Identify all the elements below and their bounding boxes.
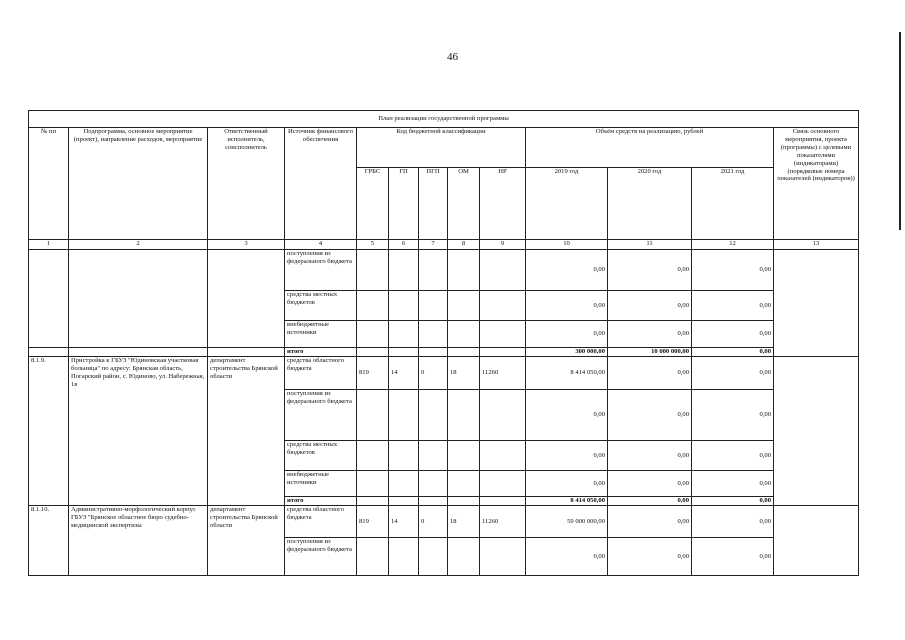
cell-program bbox=[69, 250, 208, 348]
cell-executor: департамент строительства Брянской области bbox=[208, 506, 285, 576]
header-nr: НР bbox=[480, 168, 526, 240]
table-row-total bbox=[29, 348, 859, 357]
header-source: Источник финансового обеспечения bbox=[285, 128, 357, 240]
cell-2019: 0,00 bbox=[526, 321, 608, 348]
header-program: Подпрограмма, основное мероприятие (проект), направление расходов, мероприятие bbox=[69, 128, 208, 240]
cell-2021: 0,00 bbox=[692, 471, 774, 497]
cell-2020: 0,00 bbox=[608, 471, 692, 497]
cell-2021: 0,00 bbox=[692, 357, 774, 390]
cell-2019: 59 000 000,00 bbox=[526, 506, 608, 538]
cell-gp: 14 bbox=[389, 357, 419, 390]
column-number: 9 bbox=[480, 240, 526, 250]
cell-2020: 0,00 bbox=[608, 538, 692, 576]
cell-2019: 300 000,00 bbox=[526, 348, 608, 357]
cell-link bbox=[774, 506, 859, 576]
cell-source: поступления из федерального бюджета bbox=[285, 250, 357, 291]
cell-2020: 0,00 bbox=[608, 250, 692, 291]
column-number: 8 bbox=[448, 240, 480, 250]
column-number: 2 bbox=[69, 240, 208, 250]
column-number: 6 bbox=[389, 240, 419, 250]
header-om: ОМ bbox=[448, 168, 480, 240]
cell-2021: 0,00 bbox=[692, 390, 774, 441]
cell-2020: 0,00 bbox=[608, 357, 692, 390]
cell-2021: 0,00 bbox=[692, 250, 774, 291]
cell-source: итого bbox=[285, 348, 357, 357]
cell-source: средства областного бюджета bbox=[285, 506, 357, 538]
cell-2020: 0,00 bbox=[608, 441, 692, 471]
header-pgp: ПГП bbox=[419, 168, 448, 240]
cell-source: внебюджетные источники bbox=[285, 471, 357, 497]
column-number: 11 bbox=[608, 240, 692, 250]
cell-2019: 8 414 050,00 bbox=[526, 497, 608, 506]
cell-source: внебюджетные источники bbox=[285, 321, 357, 348]
cell-num: 8.1.9. bbox=[29, 357, 69, 506]
cell-executor bbox=[208, 250, 285, 348]
cell-2019: 0,00 bbox=[526, 471, 608, 497]
cell-2021: 0,00 bbox=[692, 538, 774, 576]
cell-2021: 0,00 bbox=[692, 506, 774, 538]
column-number: 12 bbox=[692, 240, 774, 250]
cell-num: 8.1.10. bbox=[29, 506, 69, 576]
cell-source: поступления из федерального бюджета bbox=[285, 390, 357, 441]
column-number-row bbox=[29, 240, 859, 250]
cell-executor: департамент строительства Брянской области bbox=[208, 357, 285, 506]
cell-grbs: 819 bbox=[357, 357, 389, 390]
header-2021: 2021 год bbox=[692, 168, 774, 240]
cell-source: поступления из федерального бюджета bbox=[285, 538, 357, 576]
header-link: Связь основного мероприятия, проекта (программы) с целевыми показателями (индикаторами) (порядковые номера показателей (индикаторов)) bbox=[774, 128, 859, 240]
cell-program: Административно-морфологический корпус ГБУЗ "Брянское областное бюро судебно-медицинской экспертизы bbox=[69, 506, 208, 576]
cell-gp: 14 bbox=[389, 506, 419, 538]
cell-2019: 0,00 bbox=[526, 441, 608, 471]
cell-2019: 0,00 bbox=[526, 390, 608, 441]
header-executor: Ответственный исполнитель, соисполнитель bbox=[208, 128, 285, 240]
cell-2019: 0,00 bbox=[526, 250, 608, 291]
cell-om: 18 bbox=[448, 506, 480, 538]
cell-2020: 0,00 bbox=[608, 497, 692, 506]
table-row bbox=[29, 506, 859, 538]
program-plan-table bbox=[28, 110, 859, 576]
cell-2021: 0,00 bbox=[692, 441, 774, 471]
table-row bbox=[29, 250, 859, 291]
cell-2020: 10 000 000,00 bbox=[608, 348, 692, 357]
cell-nr: 11260 bbox=[480, 506, 526, 538]
cell-om: 18 bbox=[448, 357, 480, 390]
cell-2021: 0,00 bbox=[692, 497, 774, 506]
cell-link bbox=[774, 250, 859, 357]
table-row bbox=[29, 357, 859, 390]
header-grbs: ГРБС bbox=[357, 168, 389, 240]
cell-2019: 0,00 bbox=[526, 291, 608, 321]
cell-nr: 11260 bbox=[480, 357, 526, 390]
cell-2020: 0,00 bbox=[608, 506, 692, 538]
column-number: 13 bbox=[774, 240, 859, 250]
cell-2020: 0,00 bbox=[608, 321, 692, 348]
cell-2021: 0,00 bbox=[692, 321, 774, 348]
column-number: 3 bbox=[208, 240, 285, 250]
header-2020: 2020 год bbox=[608, 168, 692, 240]
table-title: План реализации государственной программы bbox=[29, 111, 859, 128]
column-number: 10 bbox=[526, 240, 608, 250]
column-number: 7 bbox=[419, 240, 448, 250]
header-gp: ГП bbox=[389, 168, 419, 240]
cell-pgp: 0 bbox=[419, 506, 448, 538]
header-num: № пп bbox=[29, 128, 69, 240]
column-number: 4 bbox=[285, 240, 357, 250]
cell-2021: 0,00 bbox=[692, 348, 774, 357]
column-number: 5 bbox=[357, 240, 389, 250]
cell-source: средства местных бюджетов bbox=[285, 441, 357, 471]
cell-2019: 0,00 bbox=[526, 538, 608, 576]
cell-grbs: 819 bbox=[357, 506, 389, 538]
cell-2020: 0,00 bbox=[608, 291, 692, 321]
cell-2019: 8 414 050,00 bbox=[526, 357, 608, 390]
cell-pgp: 0 bbox=[419, 357, 448, 390]
cell-2020: 0,00 bbox=[608, 390, 692, 441]
cell-source: итого bbox=[285, 497, 357, 506]
cell-2021: 0,00 bbox=[692, 291, 774, 321]
header-volume: Объём средств на реализацию, рублей bbox=[526, 128, 774, 168]
margin-rule bbox=[899, 32, 901, 230]
cell-source: средства местных бюджетов bbox=[285, 291, 357, 321]
cell-program: Пристройка к ГБУЗ "Юдиновская участковая больница" по адресу: Брянская область, Погарский район, с. Юдиново, ул. Набережная, 1в bbox=[69, 357, 208, 506]
page-number: 46 bbox=[447, 51, 458, 63]
cell-link bbox=[774, 357, 859, 506]
column-number: 1 bbox=[29, 240, 69, 250]
cell-num bbox=[29, 250, 69, 348]
header-2019: 2019 год bbox=[526, 168, 608, 240]
cell-source: средства областного бюджета bbox=[285, 357, 357, 390]
header-budget-code: Код бюджетной классификации bbox=[357, 128, 526, 168]
